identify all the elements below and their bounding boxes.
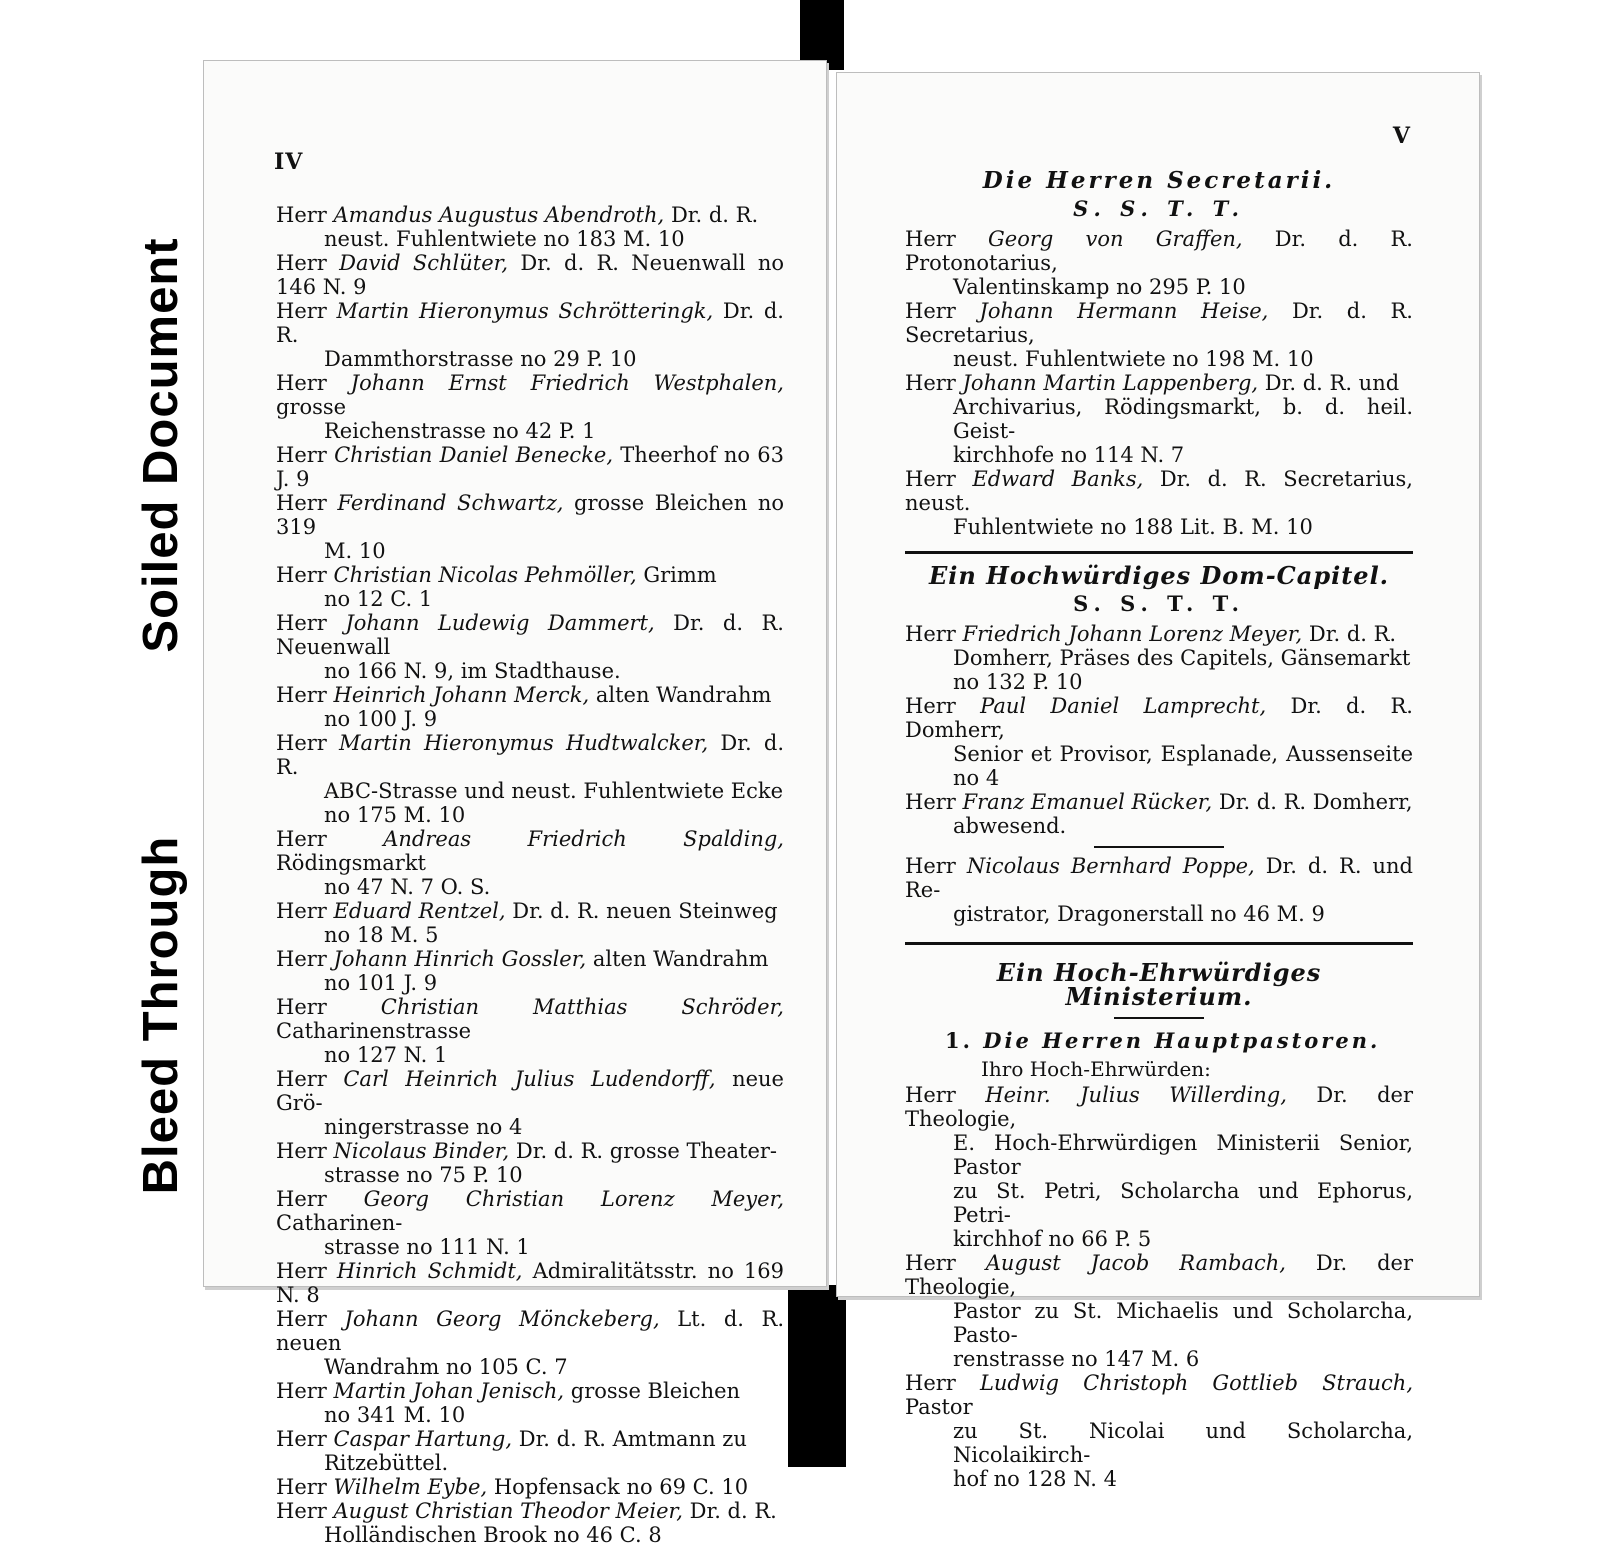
title-herr: Herr xyxy=(276,731,327,755)
title-herr: Herr xyxy=(905,790,956,814)
entry-first-line xyxy=(905,371,1413,395)
entry-list xyxy=(905,1083,1413,1491)
person-name: Martin Johan Jenisch, xyxy=(333,1379,565,1403)
entry-continuation: strasse no 111 N. 1 xyxy=(324,1235,530,1259)
entry-details: neue Grö- xyxy=(276,1067,784,1115)
person-name: Christian Nicolas Pehmöller, xyxy=(333,563,637,587)
person-name: Johann Ernst Friedrich Westphalen, xyxy=(350,371,784,395)
title-herr: Herr xyxy=(905,227,956,251)
list-item xyxy=(276,251,784,299)
person-name: Martin Hieronymus Hudtwalcker, xyxy=(339,731,709,755)
entry-first-line xyxy=(276,203,784,227)
entry-details: alten Wandrahm xyxy=(592,947,769,971)
entry-details: Dr. d. R. grosse Theater- xyxy=(515,1139,778,1163)
entry-list xyxy=(905,854,1413,926)
list-item xyxy=(276,1307,784,1379)
honorific: S. S. T. T. xyxy=(1073,196,1245,221)
person-name: Ludwig Christoph Gottlieb Strauch, xyxy=(979,1371,1413,1395)
entry-continuation: kirchhofe no 114 N. 7 xyxy=(953,443,1185,467)
sub-heading-text: Die Herren Hauptpastoren. xyxy=(983,1028,1381,1053)
entry-details: alten Wandrahm xyxy=(595,683,772,707)
entry-first-line xyxy=(905,790,1413,814)
entry-first-line xyxy=(905,227,1413,275)
section-heading: Ein Hoch-Ehrwürdiges Ministerium. xyxy=(996,958,1322,1011)
page-number: V xyxy=(1392,123,1411,149)
title-herr: Herr xyxy=(276,563,327,587)
person-name: Friedrich Johann Lorenz Meyer, xyxy=(962,622,1303,646)
left-page xyxy=(203,60,827,1547)
person-name: Johann Hermann Heise, xyxy=(979,299,1269,323)
title-herr: Herr xyxy=(276,611,327,635)
page-number: IV xyxy=(274,149,304,175)
divider xyxy=(905,942,1413,945)
person-name: David Schlüter, xyxy=(339,251,509,275)
entry-continuation: Valentinskamp no 295 P. 10 xyxy=(953,275,1246,299)
entry-details: Dr. der Theologie, xyxy=(905,1251,1413,1299)
entry-continuation: Dammthorstrasse no 29 P. 10 xyxy=(324,347,637,371)
list-item xyxy=(905,227,1413,299)
list-item xyxy=(276,203,784,251)
title-herr: Herr xyxy=(276,1067,327,1091)
divider-short xyxy=(1094,846,1224,848)
entry-continuation: no 175 M. 10 xyxy=(324,803,466,827)
entry-continuation: Domherr, Präses des Capitels, Gänsemarkt xyxy=(953,646,1411,670)
entry-details: Dr. d. R. Secretarius, neust. xyxy=(905,467,1413,515)
person-name: Caspar Hartung, xyxy=(333,1427,513,1451)
title-herr: Herr xyxy=(276,683,327,707)
list-item xyxy=(905,1083,1413,1251)
list-item xyxy=(905,371,1413,467)
entry-continuation: strasse no 75 P. 10 xyxy=(324,1163,523,1187)
list-item xyxy=(276,683,784,731)
list-item xyxy=(276,827,784,899)
person-name: Christian Daniel Benecke, xyxy=(334,443,614,467)
title-herr: Herr xyxy=(276,827,327,851)
person-name: Johann Ludewig Dammert, xyxy=(345,611,655,635)
entry-details: Dr. d. R. Domherr, xyxy=(905,694,1413,742)
entry-continuation: neust. Fuhlentwiete no 183 M. 10 xyxy=(324,227,685,251)
title-herr: Herr xyxy=(276,1187,327,1211)
binding-strip-bottom xyxy=(788,1285,846,1467)
person-name: Ferdinand Schwartz, xyxy=(337,491,564,515)
entry-first-line xyxy=(276,1067,784,1115)
list-item xyxy=(276,1067,784,1139)
entry-continuation: no 18 M. 5 xyxy=(324,923,439,947)
person-name: Georg von Graffen, xyxy=(988,227,1243,251)
title-herr: Herr xyxy=(905,622,956,646)
entry-first-line xyxy=(276,1187,784,1235)
list-item xyxy=(276,1475,784,1499)
soiled-document-label: Soiled Document xyxy=(130,180,192,710)
list-item xyxy=(276,995,784,1067)
entry-first-line xyxy=(276,1499,784,1523)
entry-continuation: hof no 128 N. 4 xyxy=(953,1467,1117,1491)
entry-continuation: renstrasse no 147 M. 6 xyxy=(953,1347,1200,1371)
entry-details: Admiralitätsstr. no 169 N. 8 xyxy=(276,1259,784,1307)
entry-continuation: M. 10 xyxy=(324,539,386,563)
list-item xyxy=(276,947,784,995)
sub-heading xyxy=(905,1029,1413,1053)
entry-details: Dr. d. R. und Re- xyxy=(905,854,1414,902)
title-herr: Herr xyxy=(276,1139,327,1163)
list-item xyxy=(905,790,1413,838)
title-herr: Herr xyxy=(905,694,956,718)
entry-details: grosse xyxy=(276,395,347,419)
entry-continuation: Pastor zu St. Michaelis und Scholarcha, Pasto- xyxy=(953,1299,1413,1347)
entry-first-line xyxy=(276,491,784,539)
entry-details: Dr. d. R. xyxy=(1308,622,1397,646)
list-item xyxy=(276,731,784,827)
title-herr: Herr xyxy=(905,467,956,491)
entry-first-line xyxy=(276,827,784,875)
entry-details: Dr. d. R. Domherr, xyxy=(1218,790,1413,814)
list-item xyxy=(276,611,784,683)
list-item xyxy=(905,1251,1413,1371)
list-item xyxy=(276,1379,784,1427)
entry-first-line xyxy=(276,683,784,707)
entry-details: Dr. d. R. xyxy=(670,203,759,227)
entry-continuation: Senior et Provisor, Esplanade, Aussenseite no 4 xyxy=(953,742,1413,790)
person-name: Johann Hinrich Gossler, xyxy=(333,947,587,971)
entry-first-line xyxy=(276,443,784,491)
entry-continuation: zu St. Petri, Scholarcha und Ephorus, Petri- xyxy=(953,1179,1413,1227)
title-herr: Herr xyxy=(276,203,327,227)
title-herr: Herr xyxy=(276,491,327,515)
title-herr: Herr xyxy=(276,1499,327,1523)
person-name: Eduard Rentzel, xyxy=(333,899,506,923)
list-item xyxy=(905,1371,1413,1491)
entry-continuation: no 127 N. 1 xyxy=(324,1043,448,1067)
list-item xyxy=(276,371,784,443)
entry-first-line xyxy=(276,371,784,419)
entry-first-line xyxy=(276,1139,784,1163)
entry-continuation: Reichenstrasse no 42 P. 1 xyxy=(324,419,596,443)
entry-details: Dr. d. R. neuen Steinweg xyxy=(512,899,778,923)
entry-continuation: ningerstrasse no 4 xyxy=(324,1115,523,1139)
entry-continuation: kirchhof no 66 P. 5 xyxy=(953,1227,1152,1251)
list-item xyxy=(276,899,784,947)
entry-details: Rödingsmarkt xyxy=(276,851,426,875)
list-item xyxy=(276,443,784,491)
person-name: Heinrich Johann Merck, xyxy=(333,683,590,707)
title-herr: Herr xyxy=(276,299,327,323)
person-name: Nicolaus Bernhard Poppe, xyxy=(966,854,1255,878)
title-herr: Herr xyxy=(276,251,327,275)
person-name: Wilhelm Eybe, xyxy=(333,1475,488,1499)
sub-note: Ihro Hoch-Ehrwürden: xyxy=(981,1057,1211,1081)
entry-details: Hopfensack no 69 C. 10 xyxy=(493,1475,749,1499)
entry-first-line xyxy=(905,467,1413,515)
entry-details: Dr. d. R. Secretarius, xyxy=(905,299,1413,347)
entry-first-line xyxy=(276,1307,784,1355)
entry-continuation: no 341 M. 10 xyxy=(324,1403,466,1427)
entry-first-line xyxy=(276,563,784,587)
entry-first-line xyxy=(905,854,1413,902)
entry-details: Dr. d. R. Neuenwall xyxy=(276,611,784,659)
left-page-column xyxy=(276,203,784,1547)
list-item xyxy=(276,1427,784,1475)
title-herr: Herr xyxy=(905,371,956,395)
entry-details: grosse Bleichen xyxy=(570,1379,741,1403)
title-herr: Herr xyxy=(276,899,327,923)
section-heading: Die Herren Secretarii. xyxy=(982,167,1336,194)
entry-first-line xyxy=(905,1371,1413,1419)
title-herr: Herr xyxy=(276,1307,327,1331)
list-item xyxy=(276,1187,784,1259)
person-name: Edward Banks, xyxy=(972,467,1144,491)
entry-continuation: Holländischen Brook no 46 C. 8 xyxy=(324,1523,662,1547)
title-herr: Herr xyxy=(276,1427,327,1451)
entry-details: Dr. d. R. Amtmann zu xyxy=(518,1427,747,1451)
list-item xyxy=(276,563,784,611)
entry-first-line xyxy=(905,299,1413,347)
title-herr: Herr xyxy=(276,947,327,971)
list-item xyxy=(276,491,784,563)
person-name: Carl Heinrich Julius Ludendorff, xyxy=(343,1067,716,1091)
right-page-column xyxy=(905,169,1413,1491)
title-herr: Herr xyxy=(276,995,327,1019)
title-herr: Herr xyxy=(905,1251,956,1275)
entry-continuation: Ritzebüttel. xyxy=(324,1451,449,1475)
entry-details: Dr. d. R. xyxy=(689,1499,777,1523)
entry-first-line xyxy=(276,899,784,923)
person-name: Heinr. Julius Willerding, xyxy=(985,1083,1287,1107)
entry-continuation: abwesend. xyxy=(953,814,1067,838)
entry-continuation: Archivarius, Rödingsmarkt, b. d. heil. Geist- xyxy=(953,395,1413,443)
person-name: Nicolaus Binder, xyxy=(333,1139,510,1163)
entry-continuation: Fuhlentwiete no 188 Lit. B. M. 10 xyxy=(953,515,1313,539)
list-item xyxy=(905,694,1413,790)
entry-continuation: no 12 C. 1 xyxy=(324,587,433,611)
title-herr: Herr xyxy=(276,443,327,467)
person-name: Hinrich Schmidt, xyxy=(336,1259,523,1283)
person-name: Andreas Friedrich Spalding, xyxy=(383,827,784,851)
entry-continuation: no 100 J. 9 xyxy=(324,707,438,731)
entry-first-line xyxy=(276,1427,784,1451)
right-page xyxy=(836,72,1480,1491)
divider-short xyxy=(1114,1017,1204,1019)
title-herr: Herr xyxy=(905,854,956,878)
entry-first-line xyxy=(276,947,784,971)
entry-continuation: E. Hoch-Ehrwürdigen Ministerii Senior, Pastor xyxy=(953,1131,1413,1179)
title-herr: Herr xyxy=(905,299,956,323)
entry-first-line xyxy=(905,1251,1413,1299)
person-name: Martin Hieronymus Schrötteringk, xyxy=(336,299,714,323)
entry-details: Theerhof no 63 J. 9 xyxy=(276,443,785,491)
entry-details: Dr. d. R. Protonotarius, xyxy=(905,227,1413,275)
entry-continuation: neust. Fuhlentwiete no 198 M. 10 xyxy=(953,347,1314,371)
entry-list xyxy=(905,227,1413,539)
person-name: Paul Daniel Lamprecht, xyxy=(980,694,1267,718)
entry-details: Catharinenstrasse xyxy=(276,1019,472,1043)
person-name: Christian Matthias Schröder, xyxy=(380,995,784,1019)
entry-first-line xyxy=(276,299,784,347)
entry-details: Dr. d. R. Neuenwall no 146 N. 9 xyxy=(276,251,784,299)
entry-details: grosse Bleichen no 319 xyxy=(276,491,785,539)
list-item xyxy=(276,1499,784,1547)
entry-details: Catharinen- xyxy=(276,1211,403,1235)
entry-continuation: no 166 N. 9, im Stadthause. xyxy=(324,659,621,683)
title-herr: Herr xyxy=(905,1083,956,1107)
entry-first-line xyxy=(276,1475,784,1499)
entry-details: Lt. d. R. neuen xyxy=(276,1307,785,1355)
entry-continuation: ABC-Strasse und neust. Fuhlentwiete Ecke xyxy=(324,779,784,803)
entry-first-line xyxy=(276,995,784,1043)
list-item xyxy=(905,622,1413,694)
entry-continuation: no 101 J. 9 xyxy=(324,971,438,995)
list-item xyxy=(905,854,1413,926)
entry-continuation: gistrator, Dragonerstall no 46 M. 9 xyxy=(953,902,1325,926)
entry-details: Grimm xyxy=(643,563,717,587)
entry-first-line xyxy=(276,1379,784,1403)
entry-first-line xyxy=(905,622,1413,646)
entry-continuation: zu St. Nicolai und Scholarcha, Nicolaikirch- xyxy=(953,1419,1413,1467)
sub-heading-number: 1. xyxy=(945,1028,973,1053)
entry-first-line xyxy=(276,1259,784,1307)
title-herr: Herr xyxy=(276,1259,327,1283)
list-item xyxy=(905,299,1413,371)
person-name: August Jacob Rambach, xyxy=(985,1251,1286,1275)
title-herr: Herr xyxy=(276,371,327,395)
entry-details: Dr. d. R. xyxy=(276,299,784,347)
list-item xyxy=(276,299,784,371)
person-name: Georg Christian Lorenz Meyer, xyxy=(363,1187,784,1211)
entry-first-line xyxy=(276,611,784,659)
honorific: S. S. T. T. xyxy=(1073,591,1245,616)
title-herr: Herr xyxy=(276,1475,327,1499)
section-heading: Ein Hochwürdiges Dom-Capitel. xyxy=(928,561,1390,590)
title-herr: Herr xyxy=(905,1371,956,1395)
entry-continuation: no 132 P. 10 xyxy=(953,670,1083,694)
bleed-through-label: Bleed Through xyxy=(130,790,192,1240)
list-item xyxy=(276,1139,784,1187)
entry-details: Dr. d. R. xyxy=(276,731,784,779)
divider xyxy=(905,551,1413,554)
entry-first-line xyxy=(276,251,784,299)
entry-continuation: Wandrahm no 105 C. 7 xyxy=(324,1355,568,1379)
list-item xyxy=(905,467,1413,539)
person-name: Johann Georg Mönckeberg, xyxy=(344,1307,660,1331)
title-herr: Herr xyxy=(276,1379,327,1403)
entry-first-line xyxy=(905,1083,1413,1131)
entry-list xyxy=(905,622,1413,838)
person-name: Amandus Augustus Abendroth, xyxy=(333,203,665,227)
person-name: Johann Martin Lappenberg, xyxy=(962,371,1259,395)
entry-first-line xyxy=(905,694,1413,742)
entry-details: Dr. der Theologie, xyxy=(905,1083,1413,1131)
person-name: Franz Emanuel Rücker, xyxy=(962,790,1213,814)
person-name: August Christian Theodor Meier, xyxy=(333,1499,683,1523)
entry-first-line xyxy=(276,731,784,779)
entry-continuation: no 47 N. 7 O. S. xyxy=(324,875,491,899)
entry-details: Dr. d. R. und xyxy=(1264,371,1400,395)
list-item xyxy=(276,1259,784,1307)
entry-details: Pastor xyxy=(905,1395,973,1419)
